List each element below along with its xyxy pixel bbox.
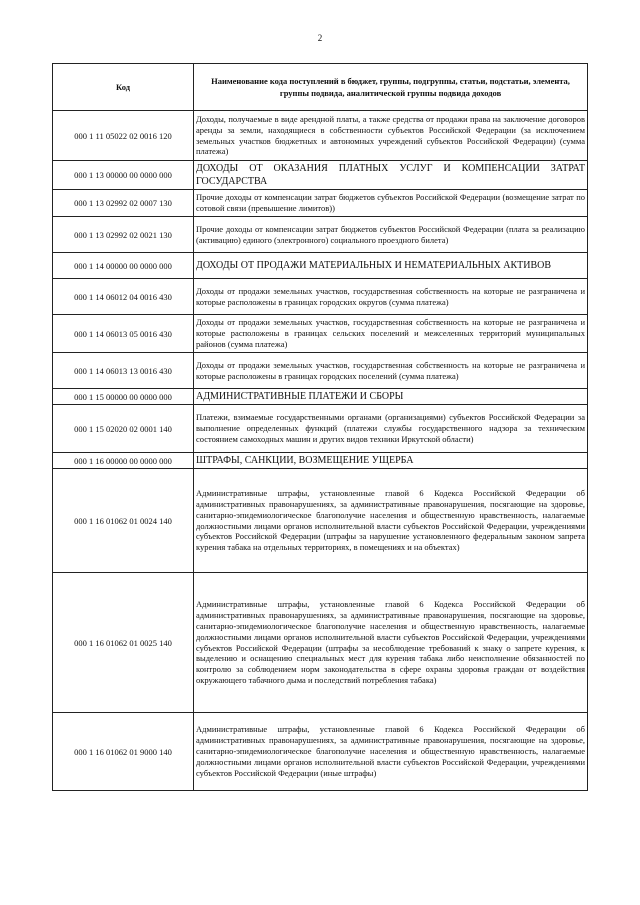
revenue-code: 000 1 15 00000 00 0000 000 xyxy=(53,389,194,405)
page-number: 2 xyxy=(317,33,323,43)
revenue-codes-table xyxy=(52,63,588,791)
table-row xyxy=(53,161,588,190)
table-row xyxy=(53,453,588,469)
revenue-description: Административные штрафы, установленные главой 6 Кодекса Российской Федерации об административных правонарушениях, за административные правонарушения, посягающие на здоровье, санитарно-эпидемиологическое благополучие населения и общественную нравственность, налагаемые должностными лицами органов исполнительной власти субъектов Российской Федерации, учреждениями субъектов Российской Федерации (штрафы за несоблюдение требований к знаку о запрете курения, к выделению и оснащению специальных мест для курения табака либо неисполнение обязанностей по контролю за соблюдением норм законодательства в сфере охраны здоровья граждан от воздействия окружающего табачного дыма и последствий потребления табака) xyxy=(194,573,588,713)
revenue-code: 000 1 13 00000 00 0000 000 xyxy=(53,161,194,190)
table-row xyxy=(53,217,588,253)
table-row xyxy=(53,315,588,353)
table-row xyxy=(53,190,588,217)
revenue-group-name: ДОХОДЫ ОТ ПРОДАЖИ МАТЕРИАЛЬНЫХ И НЕМАТЕРИАЛЬНЫХ АКТИВОВ xyxy=(194,253,588,279)
revenue-description: Административные штрафы, установленные главой 6 Кодекса Российской Федерации об административных правонарушениях, за административные правонарушения, посягающие на здоровье, санитарно-эпидемиологическое благополучие населения и общественную нравственность, налагаемые должностными лицами органов исполнительной власти субъектов Российской Федерации, учреждениями субъектов Российской Федерации (штрафы за нарушение установленного федеральным законом запрета курения табака на отдельных территориях, в помещениях и на объектах) xyxy=(194,469,588,573)
table-row xyxy=(53,713,588,791)
revenue-description: Административные штрафы, установленные главой 6 Кодекса Российской Федерации об административных правонарушениях, за административные правонарушения, посягающие на здоровье, санитарно-эпидемиологическое благополучие населения и общественную нравственность, налагаемые должностными лицами органов исполнительной власти субъектов Российской Федерации, учреждениями субъектов Российской Федерации (иные штрафы) xyxy=(194,713,588,791)
revenue-group-name: ШТРАФЫ, САНКЦИИ, ВОЗМЕЩЕНИЕ УЩЕРБА xyxy=(194,453,588,469)
revenue-code: 000 1 13 02992 02 0021 130 xyxy=(53,217,194,253)
revenue-code: 000 1 16 01062 01 0024 140 xyxy=(53,469,194,573)
revenue-code: 000 1 16 00000 00 0000 000 xyxy=(53,453,194,469)
table-body xyxy=(53,111,588,791)
revenue-code: 000 1 15 02020 02 0001 140 xyxy=(53,405,194,453)
revenue-code: 000 1 14 06013 05 0016 430 xyxy=(53,315,194,353)
table-row xyxy=(53,353,588,389)
revenue-code: 000 1 11 05022 02 0016 120 xyxy=(53,111,194,161)
table-row xyxy=(53,573,588,713)
table-row xyxy=(53,253,588,279)
header-code: Код xyxy=(53,64,194,111)
revenue-code: 000 1 14 06012 04 0016 430 xyxy=(53,279,194,315)
revenue-code: 000 1 16 01062 01 0025 140 xyxy=(53,573,194,713)
revenue-code: 000 1 14 00000 00 0000 000 xyxy=(53,253,194,279)
header-name: Наименование кода поступлений в бюджет, группы, подгруппы, статьи, подстатьи, элемента, группы подвида, аналитической группы подвида доходов xyxy=(194,64,588,111)
table-row xyxy=(53,405,588,453)
table-header-row xyxy=(53,64,588,111)
revenue-description: Доходы от продажи земельных участков, государственная собственность на которые не разграничена и которые расположены в границах городских округов (сумма платежа) xyxy=(194,279,588,315)
revenue-group-name: ДОХОДЫ ОТ ОКАЗАНИЯ ПЛАТНЫХ УСЛУГ И КОМПЕНСАЦИИ ЗАТРАТ ГОСУДАРСТВА xyxy=(194,161,588,190)
revenue-code: 000 1 13 02992 02 0007 130 xyxy=(53,190,194,217)
revenue-group-name: АДМИНИСТРАТИВНЫЕ ПЛАТЕЖИ И СБОРЫ xyxy=(194,389,588,405)
revenue-description: Прочие доходы от компенсации затрат бюджетов субъектов Российской Федерации (возмещение затрат по сотовой связи (превышение лимитов)) xyxy=(194,190,588,217)
revenue-description: Доходы от продажи земельных участков, государственная собственность на которые не разграничена и которые расположены в границах сельских поселений и межселенных территорий муниципальных районов (сумма платежа) xyxy=(194,315,588,353)
revenue-code: 000 1 16 01062 01 9000 140 xyxy=(53,713,194,791)
revenue-description: Доходы от продажи земельных участков, государственная собственность на которые не разграничена и которые расположены в границах городских поселений (сумма платежа) xyxy=(194,353,588,389)
revenue-description: Прочие доходы от компенсации затрат бюджетов субъектов Российской Федерации (плата за реализацию (активацию) единого (электронного) социального проездного билета) xyxy=(194,217,588,253)
revenue-code: 000 1 14 06013 13 0016 430 xyxy=(53,353,194,389)
table-row xyxy=(53,389,588,405)
revenue-description: Платежи, взимаемые государственными органами (организациями) субъектов Российской Федерации за выполнение определенных функций (платежи службы государственного надзора за техническим состоянием самоходных машин и других видов техники Иркутской области) xyxy=(194,405,588,453)
revenue-description: Доходы, получаемые в виде арендной платы, а также средства от продажи права на заключение договоров аренды за земли, находящиеся в собственности субъектов Российской Федерации (за исключением земельных участков бюджетных и автономных учреждений субъектов Российской Федерации) (сумма платежа) xyxy=(194,111,588,161)
table-row xyxy=(53,469,588,573)
table-row xyxy=(53,111,588,161)
table-row xyxy=(53,279,588,315)
